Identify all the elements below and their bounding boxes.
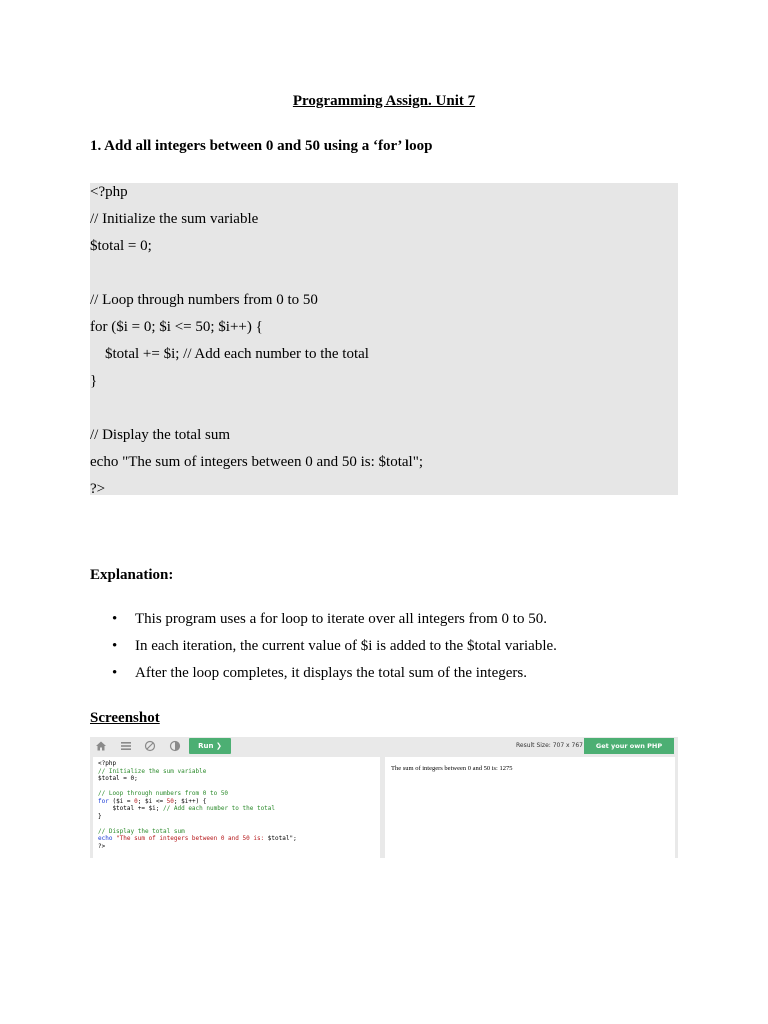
list-item-text: This program uses a for loop to iterate over all integers from 0 to 50. — [135, 611, 547, 627]
result-output: The sum of integers between 0 and 50 is: 1275 — [391, 765, 513, 772]
list-item-text: After the loop completes, it displays the total sum of the integers. — [135, 665, 527, 681]
rotate-icon — [144, 740, 156, 752]
mini-code-line: // Initialize the sum variable — [98, 767, 207, 775]
code-line: <?php — [90, 184, 128, 200]
page-title: Programming Assign. Unit 7 — [292, 93, 476, 109]
code-line: echo "The sum of integers between 0 and 50 is: $total"; — [90, 454, 423, 470]
list-item-text: In each iteration, the current value of $i is added to the $total variable. — [135, 638, 557, 654]
question-heading: 1. Add all integers between 0 and 50 using a ‘for’ loop — [90, 138, 433, 154]
bullet-icon: • — [112, 665, 118, 681]
mini-code-line: for ($i = 0; $i <= 50; $i++) { — [98, 797, 207, 805]
mini-code-line: ?> — [98, 842, 106, 850]
run-button: Run ❯ — [189, 738, 231, 754]
result-size-label: Result Size: 707 x 767 — [516, 742, 583, 749]
mini-code-line: } — [98, 812, 102, 820]
code-line: $total = 0; — [90, 238, 152, 254]
code-line: for ($i = 0; $i <= 50; $i++) { — [90, 319, 263, 335]
mini-code-line: // Loop through numbers from 0 to 50 — [98, 790, 229, 797]
mini-code-line: echo "The sum of integers between 0 and 50 is: $total"; — [98, 835, 297, 842]
contrast-icon — [169, 740, 181, 752]
screenshot-toolbar — [90, 737, 678, 755]
bullet-icon: • — [112, 611, 118, 627]
php-server-button: Get your own PHP — [584, 738, 674, 754]
explanation-heading: Explanation: — [90, 567, 174, 583]
bullet-icon: • — [112, 638, 118, 654]
mini-code-line: $total += $i; // Add each number to the total — [98, 805, 276, 812]
code-block — [90, 183, 678, 495]
code-line: // Initialize the sum variable — [90, 211, 259, 227]
embedded-screenshot — [90, 737, 678, 858]
mini-code-line: <?php — [98, 760, 117, 767]
result-pane — [385, 757, 675, 858]
screenshot-heading: Screenshot — [90, 710, 160, 726]
menu-icon — [120, 740, 132, 752]
code-line: $total += $i; // Add each number to the total — [90, 346, 369, 362]
code-line: // Loop through numbers from 0 to 50 — [90, 292, 318, 308]
code-line: // Display the total sum — [90, 427, 230, 443]
mini-code-line: $total = 0; — [98, 775, 138, 782]
mini-code-line: // Display the total sum — [98, 827, 185, 835]
home-icon — [95, 740, 107, 752]
code-editor-pane — [93, 757, 380, 858]
code-line: ?> — [90, 481, 106, 497]
code-line: } — [90, 373, 98, 389]
